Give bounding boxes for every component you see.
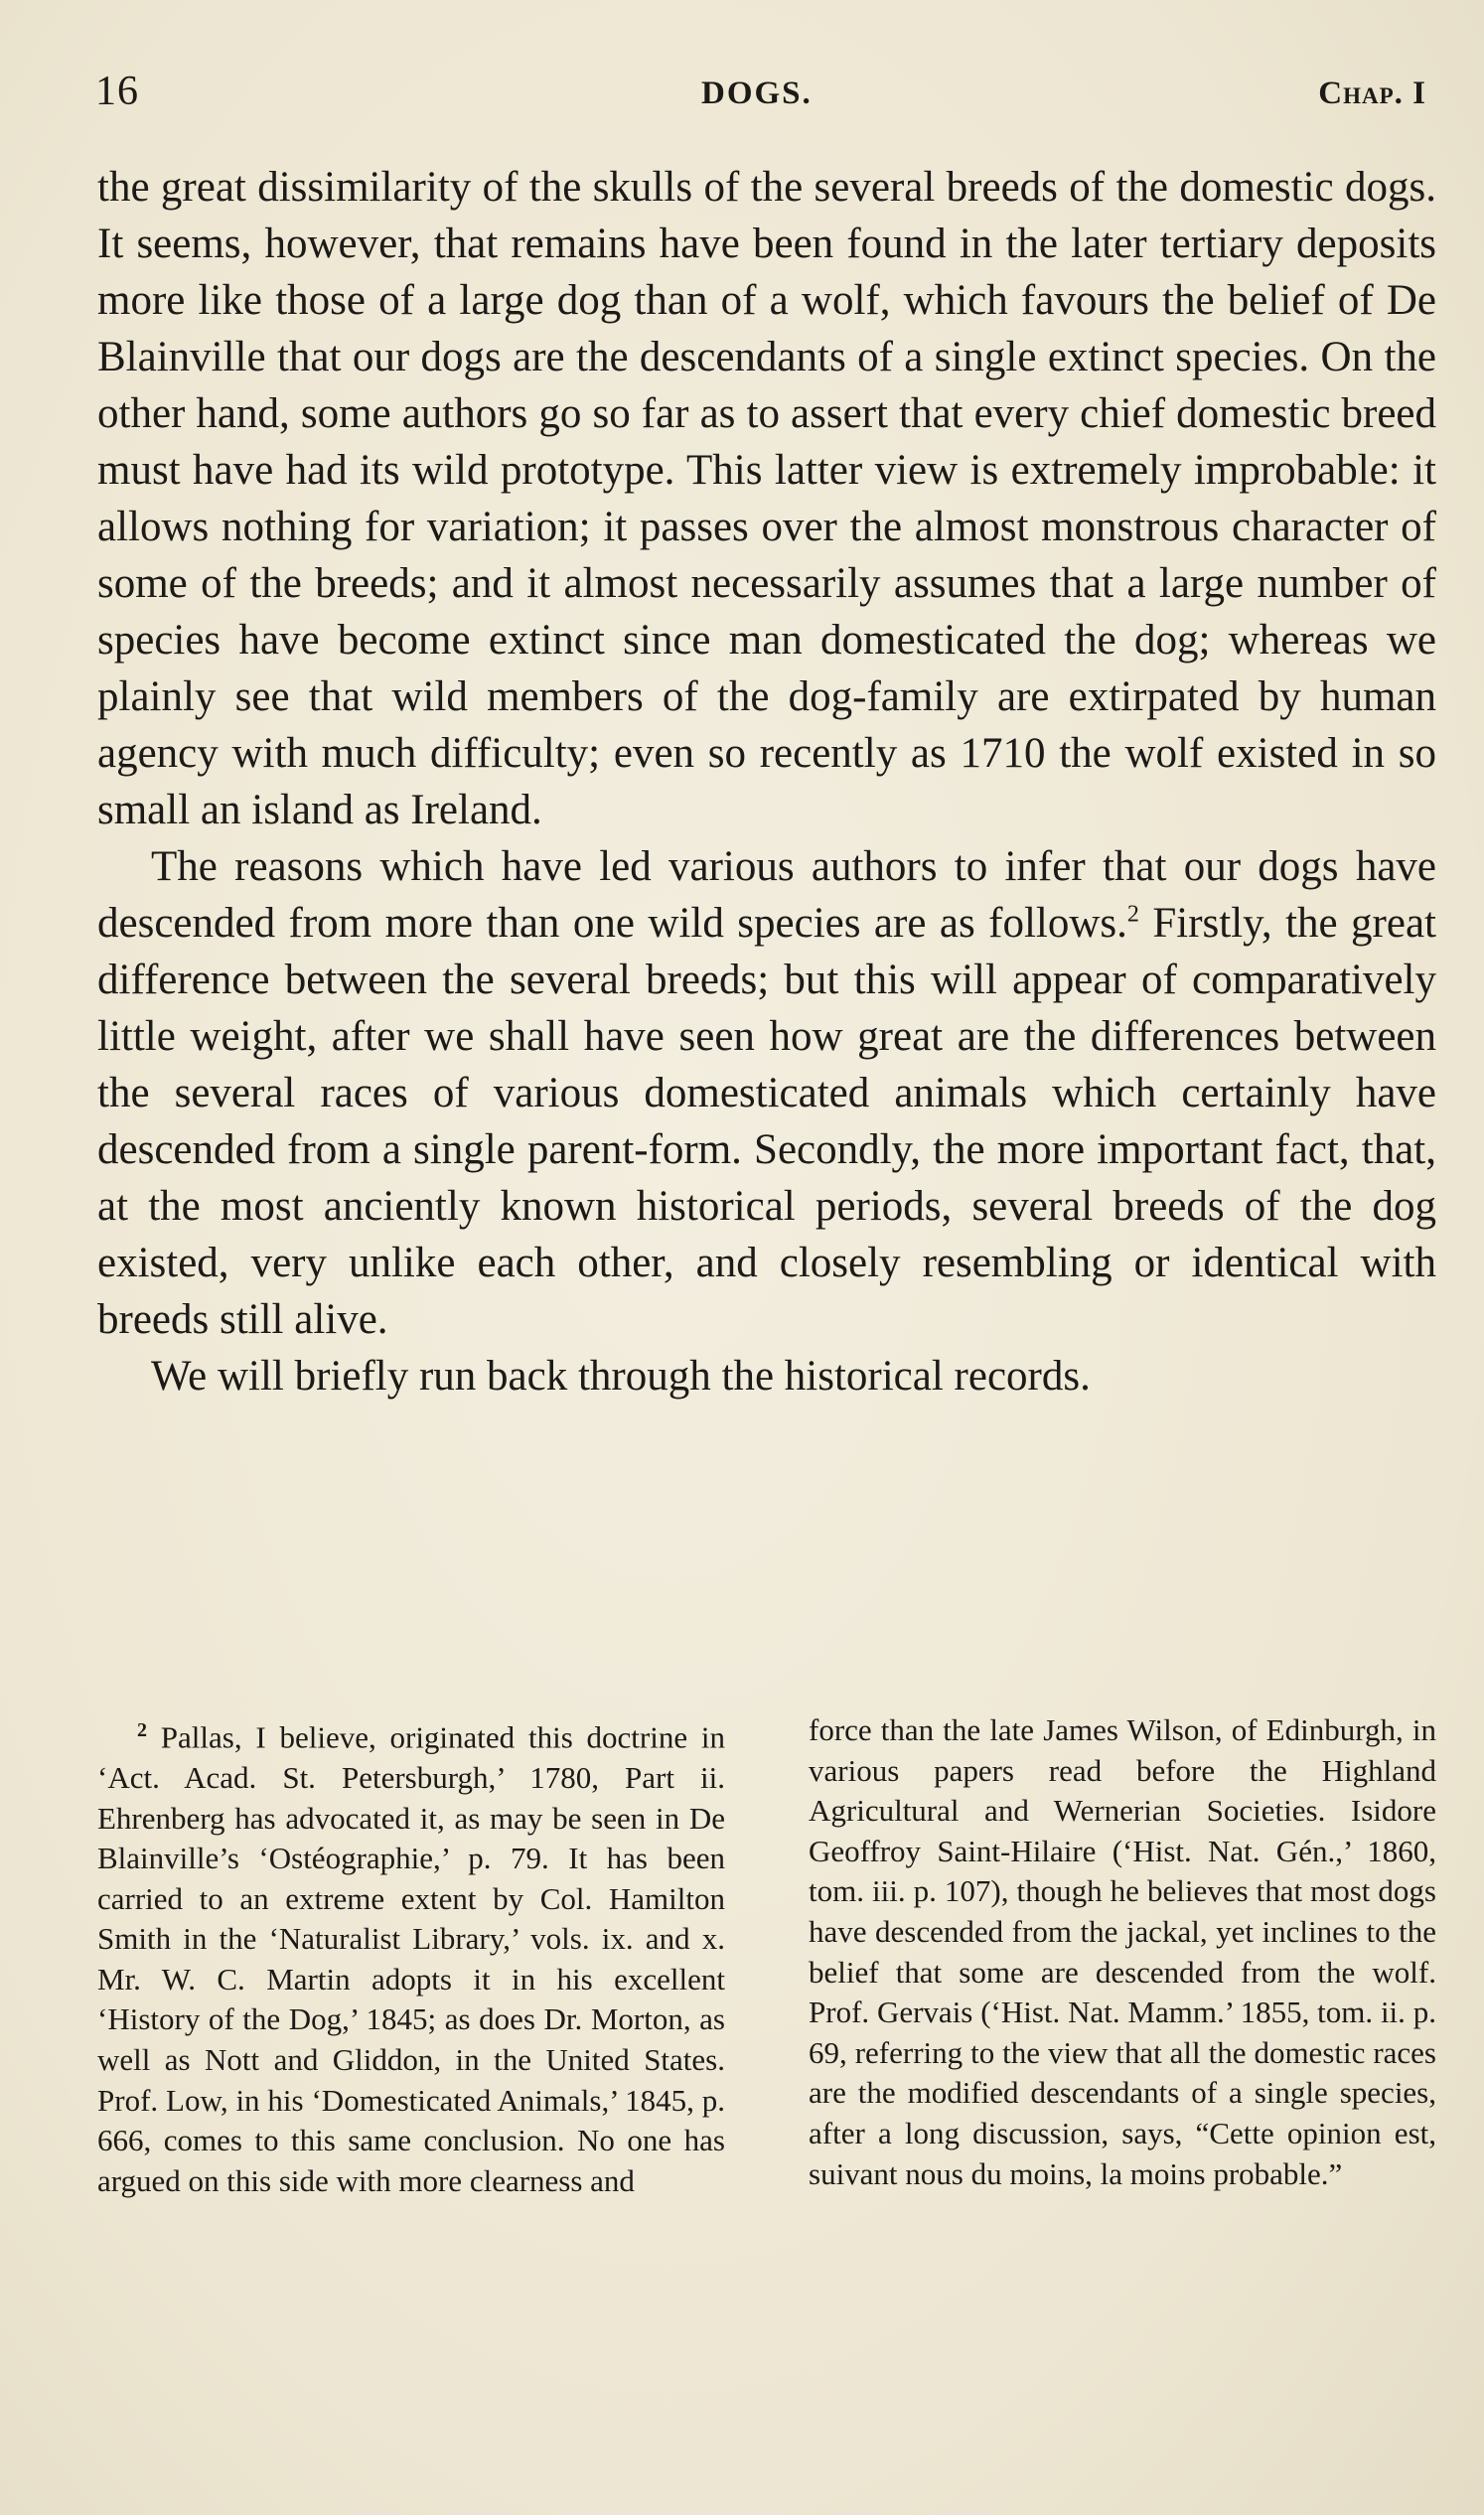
page-header bbox=[95, 68, 1426, 127]
page-number: 16 bbox=[95, 69, 139, 114]
chapter-label: Chap. I bbox=[1318, 75, 1426, 111]
paragraph-3: We will briefly run back through the historical records. bbox=[151, 1353, 1091, 1400]
footnote-block bbox=[97, 1710, 1436, 2201]
footnote-left-text: Pallas, I believe, originated this doctrine in ‘Act. Acad. St. Petersburgh,’ 1780, Part ii. Ehrenberg has advocated it, as may be seen in De Blainville’s ‘Ostéographie,’ p. 79. It has been carried to an extreme extent by Col. Hamilton Smith in the ‘Naturalist Library,’ vols. ix. and x. Mr. W. C. Martin adopts it in his excellent ‘History of the Dog,’ 1845; as does Dr. Morton, as well as Nott and Gliddon, in the United States. Prof. Low, in his ‘Domesticated Animals,’ 1845, p. 666, comes to this same conclusion. No one has argued on this side with more clearness and bbox=[97, 1719, 725, 2198]
footnote-reference: 2 bbox=[1126, 901, 1139, 928]
paragraph-2-text-b: Firstly, the great difference between the several breeds; but this will appear of comparatively little weight, after we shall have seen how great are the differences between the several races of various domesticated animals which certainly have descended from a single parent-form. Secondly, the more important fact, that, at the most anciently known historical periods, several breeds of the dog existed, very unlike each other, and closely resembling or identical with breeds still alive. bbox=[97, 900, 1436, 1343]
running-title: DOGS. bbox=[701, 75, 813, 111]
paragraph-1: the great dissimilarity of the skulls of the several breeds of the domestic dogs. It seems, however, that remains have been found in the later tertiary deposits more like those of a large dog than of a wolf, which favours the belief of De Blainville that our dogs are the descendants of a single extinct species. On the other hand, some authors go so far as to assert that every chief domestic breed must have had its wild prototype. This latter view is extremely improbable: it allows nothing for variation; it passes over the almost monstrous character of some of the breeds; and it almost necessarily assumes that a large number of species have become extinct since man domesticated the dog; whereas we plainly see that wild members of the dog-family are extirpated by human agency with much difficulty; even so recently as 1710 the wolf existed in so small an island as Ireland. bbox=[97, 164, 1436, 833]
paragraph-2-text-a: The reasons which have led various authors to infer that our dogs have descended from more than one wild species are as follows. bbox=[97, 843, 1436, 947]
footnote-marker: 2 bbox=[137, 1719, 147, 1741]
footnote-right-column: force than the late James Wilson, of Edinburgh, in various papers read before the Highland Agricultural and Wernerian Societies. Isidore Geoffroy Saint-Hilaire (‘Hist. Nat. Gén.,’ 1860, tom. iii. p. 107), though he believes that most dogs have descended from the jackal, yet inclines to the belief that some are descended from the wolf. Prof. Gervais (‘Hist. Nat. Mamm.’ 1855, tom. ii. p. 69, referring to the view that all the domestic races are the modified descendants of a single species, after a long discussion, says, “Cette opinion est, suivant nous du moins, la moins probable.” bbox=[809, 1712, 1436, 2191]
footnote-left-column bbox=[97, 1710, 725, 2201]
main-text bbox=[97, 159, 1436, 1405]
paragraph-2 bbox=[97, 838, 1436, 1348]
